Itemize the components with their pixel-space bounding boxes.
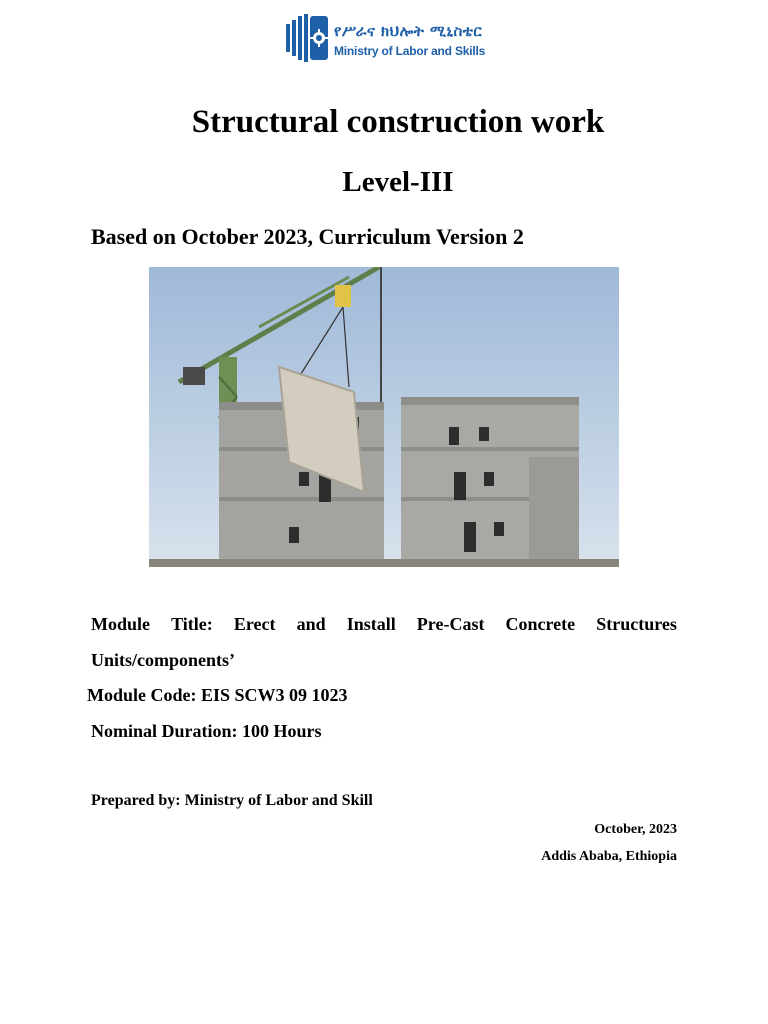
document-date: October, 2023 [594, 822, 677, 837]
curriculum-version: Based on October 2023, Curriculum Version 2 [91, 224, 524, 249]
prepared-by: Prepared by: Ministry of Labor and Skill [91, 792, 373, 809]
module-title-word: Title: [171, 614, 213, 634]
logo-english-text: Ministry of Labor and Skills [334, 44, 486, 58]
module-title-line [91, 614, 677, 635]
cover-photo-crane-building [149, 267, 619, 567]
document-level: Level-III [342, 166, 454, 198]
module-title-word: Erect [233, 614, 276, 634]
module-title-word: Concrete [505, 614, 576, 634]
ministry-logo [284, 12, 484, 64]
document-title: Structural construction work [191, 104, 605, 140]
module-title-word: Module [91, 614, 151, 634]
document-place: Addis Ababa, Ethiopia [541, 849, 677, 864]
ministry-logo-icon [284, 12, 332, 64]
module-title-word: Structures [596, 614, 677, 634]
nominal-duration: Nominal Duration: 100 Hours [91, 721, 322, 741]
module-title-continuation: Units/components’ [91, 650, 236, 670]
logo-amharic-text: የሥራና ክህሎት ሚኒስቴር [334, 22, 483, 40]
module-code: Module Code: EIS SCW3 09 1023 [87, 685, 348, 705]
module-title-word: and [296, 614, 326, 634]
module-title-word: Install [346, 614, 396, 634]
module-title-word: Pre-Cast [416, 614, 485, 634]
